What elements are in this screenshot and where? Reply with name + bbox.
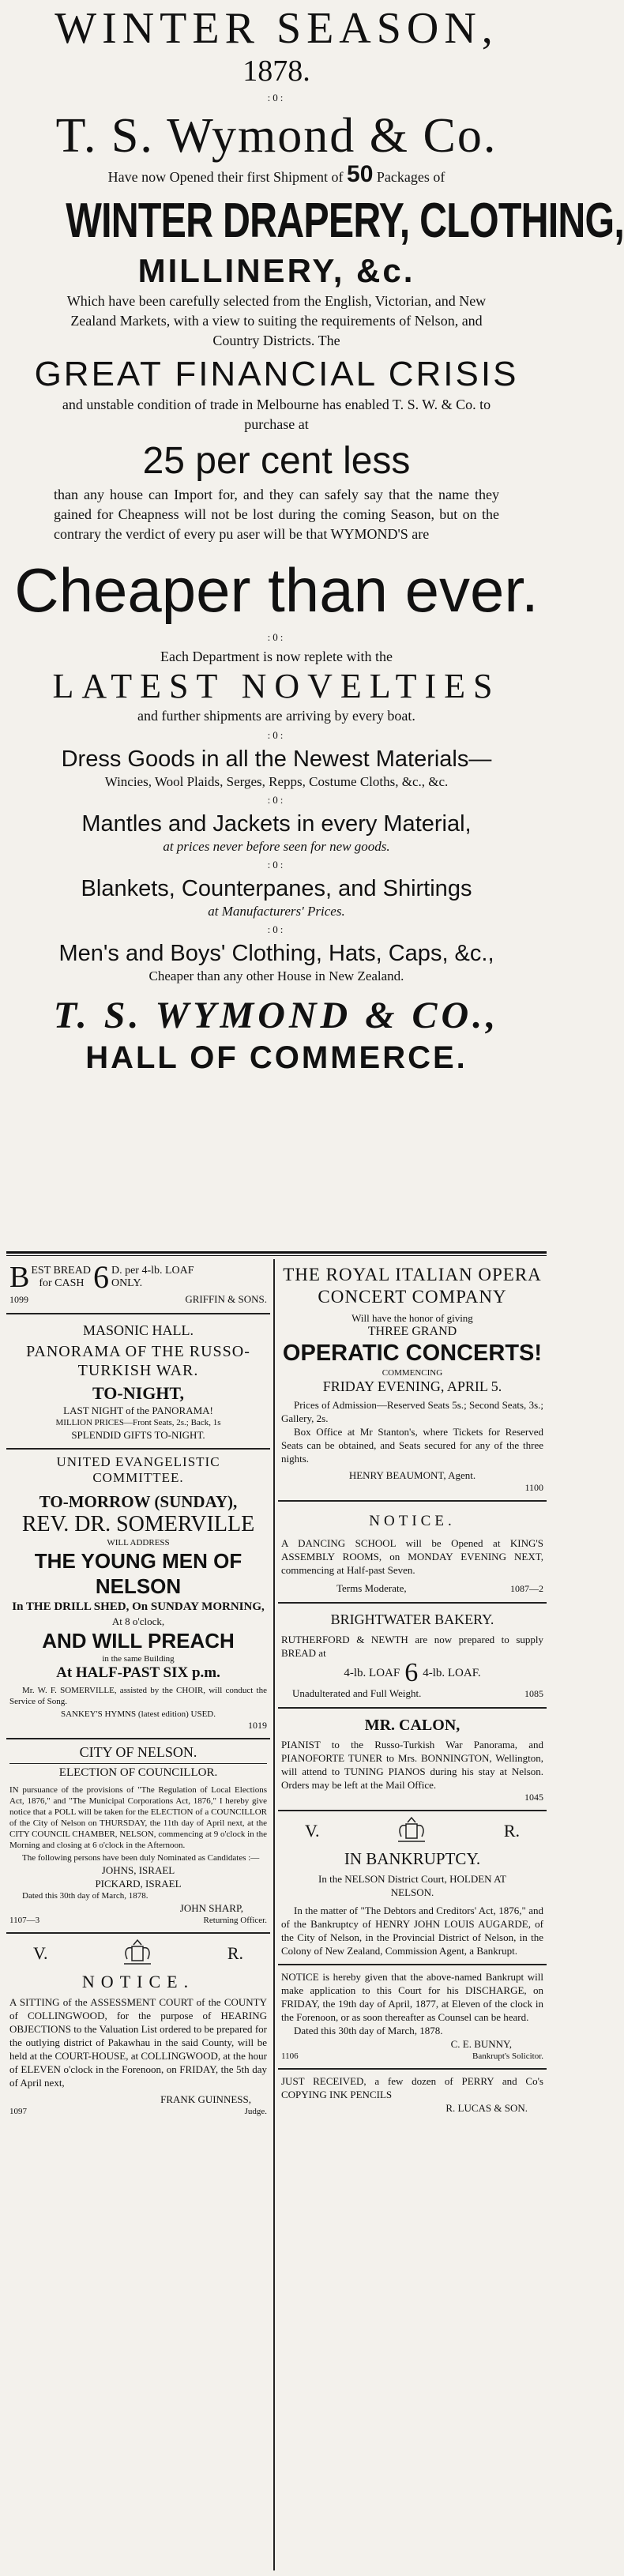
financial-crisis-heading: GREAT FINANCIAL CRISIS	[34, 355, 519, 393]
wymond-advertisement	[6, 0, 624, 1248]
bankruptcy-signer: C. E. BUNNY,	[450, 2038, 512, 2050]
opera-concert-ad	[278, 1259, 547, 1502]
opera-commencing: COMMENCING	[382, 1368, 443, 1378]
drill-shed-text: In THE DRILL SHED, On SUNDAY MORNING,	[12, 1600, 265, 1613]
royal-arms-icon	[393, 1816, 430, 1846]
mens-clothing-heading: Men's and Boys' Clothing, Hats, Caps, &c.,	[58, 941, 494, 966]
separator: :0:	[267, 92, 286, 103]
opera-agent: HENRY BEAUMONT, Agent.	[348, 1469, 476, 1481]
bankruptcy-court: In the NELSON District Court, HOLDEN AT NELSON.	[318, 1873, 506, 1898]
separator: :0:	[267, 923, 286, 935]
city-title: CITY OF NELSON.	[79, 1744, 197, 1760]
choir-text: Mr. W. F. SOMERVILLE, assisted by the CHOIR, will conduct the Service of Song.	[9, 1686, 267, 1706]
dress-goods-sub: Wincies, Wool Plaids, Serges, Repps, Costume Cloths, &c., &c.	[104, 774, 449, 789]
percent-text: than any house can Import for, and they can safely say that the name they gained for Cheapness will not be lost during the coming Season, but on the contrary the verdict of every pu aser will be that WYMOND'S are	[54, 487, 499, 542]
calon-body: PIANIST to the Russo-Turkish War Panorama, and PIANOFORTE TUNER to Mrs. BONNINGTON, Wellington, will attend to TUNING PIANOS during his stay at Nelson. Orders may be left at the Mail Office.	[281, 1739, 543, 1791]
firm-name: T. S. Wymond & Co.	[55, 109, 498, 163]
assessment-body: A SITTING of the ASSESSMENT COURT of the COUNTY of COLLINGWOOD, for the purpose of HEARING OBJECTIONS to the Valuation List ordered to be prepared for the outlying district of Pakawhau in the said County, will be held at the COURT-HOUSE, at COLLINGWOOD, at the hour of ELEVEN o'clock in the Forenoon, on FRIDAY, the 5th day of April next,	[9, 1996, 267, 2089]
bankruptcy-solicitor: Bankrupt's Solicitor.	[472, 2051, 543, 2061]
returning-officer: Returning Officer.	[203, 1916, 267, 1925]
bankruptcy-dated: Dated this 30th day of March, 1878.	[294, 2025, 443, 2036]
candidate-1: JOHNS, ISRAEL	[101, 1864, 175, 1876]
will-preach-heading: AND WILL PREACH	[42, 1629, 235, 1653]
crisis-text: and unstable condition of trade in Melbourne has enabled T. S. W. & Co. to purchase at	[62, 397, 491, 432]
last-night-text: LAST NIGHT of the PANORAMA!	[63, 1405, 213, 1416]
election-body: IN pursuance of the provisions of "The Regulation of Local Elections Act, 1876," and "The Municipal Corporations Act, 1876," I hereby give notice that a POLL will be taken for the ELECTION of a COUNCILLOR of the City of Nelson on THURSDAY, the 11th day of April next, at the CITY COUNCIL CHAMBER, NELSON, commencing at 9 o'clock in the Morning and closing at 6 o'clock in the Afternoon.	[9, 1785, 267, 1850]
shipment-count: 50	[347, 161, 374, 187]
prices-text: MILLION PRICES—Front Seats, 2s.; Back, 1s	[55, 1418, 221, 1427]
bread-line1: EST BREAD	[31, 1265, 91, 1277]
hall-of-commerce: HALL OF COMMERCE.	[85, 1040, 468, 1075]
bankruptcy-notice: NOTICE is hereby given that the above-named Bankrupt will make application to this Court for his DISCHARGE, on FRIDAY, the 19th day of April, 1877, at Eleven of the clock in the Forenoon, or as soon thereafter as Counsel can be heard.	[281, 1971, 543, 2023]
shipment-text-before: Have now Opened their first Shipment of	[107, 169, 344, 185]
signature-firm: T. S. WYMOND & CO.,	[53, 995, 500, 1036]
selected-text: Which have been carefully selected from the English, Victorian, and New Zealand Markets, with a view to suiting the requirements of Nelson, and Country Districts. The	[66, 293, 487, 348]
best-bread-ad	[6, 1259, 270, 1314]
tonight-heading: TO-NIGHT,	[92, 1383, 184, 1403]
officer-name: JOHN SHARP,	[179, 1902, 243, 1914]
masonic-title: MASONIC HALL.	[82, 1322, 194, 1338]
mens-clothing-sub: Cheaper than any other House in New Zealand.	[148, 968, 404, 983]
dress-goods-heading: Dress Goods in all the Newest Materials—	[61, 746, 492, 772]
evangelistic-ad	[6, 1450, 270, 1739]
time-8: At 8 o'clock,	[111, 1615, 165, 1627]
blankets-heading: Blankets, Counterpanes, and Shirtings	[81, 876, 472, 901]
right-column	[278, 1259, 547, 2570]
opera-three-grand: THREE GRAND	[367, 1325, 457, 1338]
bread-price-line2: ONLY.	[111, 1277, 143, 1289]
brightwater-bakery-ad	[278, 1604, 547, 1709]
calon-title: MR. CALON,	[364, 1717, 460, 1734]
election-heading: ELECTION OF COUNCILLOR.	[58, 1766, 218, 1779]
bread-drop-cap: B	[9, 1261, 30, 1294]
department-text: Each Department is now replete with the	[160, 649, 393, 664]
ad-number: 1099	[9, 1294, 28, 1305]
headline-winter-season: WINTER SEASON,	[55, 4, 498, 53]
mr-calon-ad	[278, 1709, 547, 1811]
opera-title: THE ROYAL ITALIAN OPERA CONCERT COMPANY	[283, 1265, 542, 1307]
section-rule-thin	[6, 1255, 547, 1256]
ad-number: 1019	[248, 1720, 267, 1731]
will-address: WILL ADDRESS	[107, 1538, 170, 1547]
assessment-court-ad	[6, 1934, 270, 2123]
opera-box-office: Box Office at Mr Stanton's, where Tickets for Reserved Seats can be obtained, and Seats secured for any of the three nights.	[281, 1426, 543, 1465]
lucas-pencils-ad	[278, 2070, 547, 2121]
mantles-sub: at prices never before seen for new goods.	[163, 839, 390, 854]
shipment-text-after: Packages of	[376, 169, 445, 185]
lucas-body: JUST RECEIVED, a few dozen of PERRY and Co's COPYING INK PENCILS	[281, 2075, 543, 2100]
latest-novelties-heading: LATEST NOVELTIES	[52, 667, 501, 705]
bankruptcy-notice-ad	[278, 1965, 547, 2070]
gifts-text: SPLENDID GIFTS TO-NIGHT.	[71, 1429, 205, 1441]
young-men-heading: THE YOUNG MEN OF NELSON	[34, 1549, 242, 1598]
section-rule	[6, 1251, 547, 1254]
bankruptcy-heading: IN BANKRUPTCY.	[344, 1849, 481, 1868]
speaker-heading: REV. DR. SOMERVILLE	[21, 1512, 255, 1536]
masonic-hall-ad	[6, 1314, 270, 1450]
judge-title: Judge.	[244, 2107, 267, 2116]
operatic-concerts-heading: OPERATIC CONCERTS!	[282, 1341, 543, 1366]
dancing-school-ad	[278, 1502, 547, 1604]
opera-honor: Will have the honor of giving	[351, 1312, 473, 1324]
royal-v: V.	[305, 1821, 320, 1841]
ad-number: 1087—2	[510, 1583, 543, 1594]
ad-number: 1100	[524, 1482, 543, 1493]
ad-number: 1097	[9, 2107, 27, 2116]
left-column	[6, 1259, 270, 2570]
bread-price-line1: D. per 4-lb. LOAF	[111, 1265, 194, 1277]
bread-line2: for CASH	[39, 1277, 85, 1289]
winter-drapery-heading: WINTER DRAPERY, CLOTHING,	[66, 194, 624, 248]
separator: :0:	[267, 729, 286, 741]
bakery-price-2: 4-lb. LOAF.	[423, 1666, 481, 1679]
separator: :0:	[267, 794, 286, 806]
city-election-ad	[6, 1739, 270, 1934]
royal-r: R.	[503, 1821, 520, 1841]
millinery-heading: MILLINERY, &c.	[137, 252, 415, 289]
bread-price-six: 6	[92, 1259, 109, 1295]
dated-text: Dated this 30th day of March, 1878.	[22, 1891, 148, 1901]
column-divider	[273, 1259, 275, 2570]
hymns-text: SANKEY'S HYMNS (latest edition) USED.	[60, 1709, 216, 1719]
bankruptcy-body: In the matter of "The Debtors and Creditors' Act, 1876," and of the Bankruptcy of HENRY JOHN LOUIS AUGARDE, of the City of Nelson, in the Provincial District of Nelson, in the Colony of New Zealand, Commission Agent, a Bankrupt.	[281, 1905, 543, 1957]
royal-v: V.	[33, 1943, 48, 1963]
bread-signer: GRIFFIN & SONS.	[185, 1293, 267, 1305]
lucas-signer: R. LUCAS & SON.	[445, 2102, 528, 2114]
half-past-six-text: At HALF-PAST SIX p.m.	[56, 1664, 220, 1681]
notice-heading: NOTICE.	[369, 1513, 456, 1529]
panorama-heading: PANORAMA OF THE RUSSO-TURKISH WAR.	[26, 1343, 250, 1379]
ad-number: 1085	[524, 1688, 543, 1699]
blankets-sub: at Manufacturers' Prices.	[208, 904, 345, 919]
mantles-heading: Mantles and Jackets in every Material,	[81, 811, 472, 837]
bakery-six: 6	[404, 1658, 419, 1687]
royal-arms-icon	[119, 1939, 156, 1969]
assessment-signer: FRANK GUINNESS,	[160, 2093, 251, 2105]
ad-number: 1107—3	[9, 1916, 40, 1925]
separator: :0:	[267, 859, 286, 871]
candidate-2: PICKARD, ISRAEL	[95, 1878, 182, 1890]
separator: :0:	[267, 631, 286, 643]
percent-less-heading: 25 per cent less	[142, 440, 411, 482]
tomorrow-heading: TO-MORROW (SUNDAY),	[39, 1492, 238, 1511]
headline-year: 1878.	[242, 55, 310, 88]
opera-date: FRIDAY EVENING, APRIL 5.	[322, 1378, 502, 1394]
cheaper-heading: Cheaper than ever.	[14, 555, 539, 625]
ad-number: 1045	[524, 1792, 543, 1803]
bakery-body: RUTHERFORD & NEWTH are now prepared to supply BREAD at	[281, 1634, 543, 1659]
bankruptcy-ad	[278, 1811, 547, 1965]
dancing-terms: Terms Moderate,	[336, 1582, 407, 1594]
notice-heading: NOTICE.	[81, 1972, 195, 1991]
nominated-text: The following persons have been duly Nominated as Candidates :—	[22, 1853, 260, 1863]
dancing-body: A DANCING SCHOOL will be Opened at KING'S ASSEMBLY ROOMS, on MONDAY EVENING NEXT, commencing at Half-past Seven.	[281, 1537, 543, 1576]
shipments-text: and further shipments are arriving by every boat.	[137, 708, 415, 724]
bakery-price-1: 4-lb. LOAF	[344, 1666, 400, 1679]
royal-r: R.	[227, 1943, 243, 1963]
opera-prices: Prices of Admission—Reserved Seats 5s.; Second Seats, 3s.; Gallery, 2s.	[281, 1399, 543, 1424]
same-building-text: in the same Building	[102, 1654, 175, 1664]
bakery-title: BRIGHTWATER BAKERY.	[330, 1611, 494, 1627]
ad-number: 1106	[281, 2051, 299, 2061]
shipment-line	[6, 161, 547, 187]
bakery-unadulterated: Unadulterated and Full Weight.	[292, 1687, 422, 1699]
committee-heading: UNITED EVANGELISTIC COMMITTEE.	[56, 1454, 220, 1485]
